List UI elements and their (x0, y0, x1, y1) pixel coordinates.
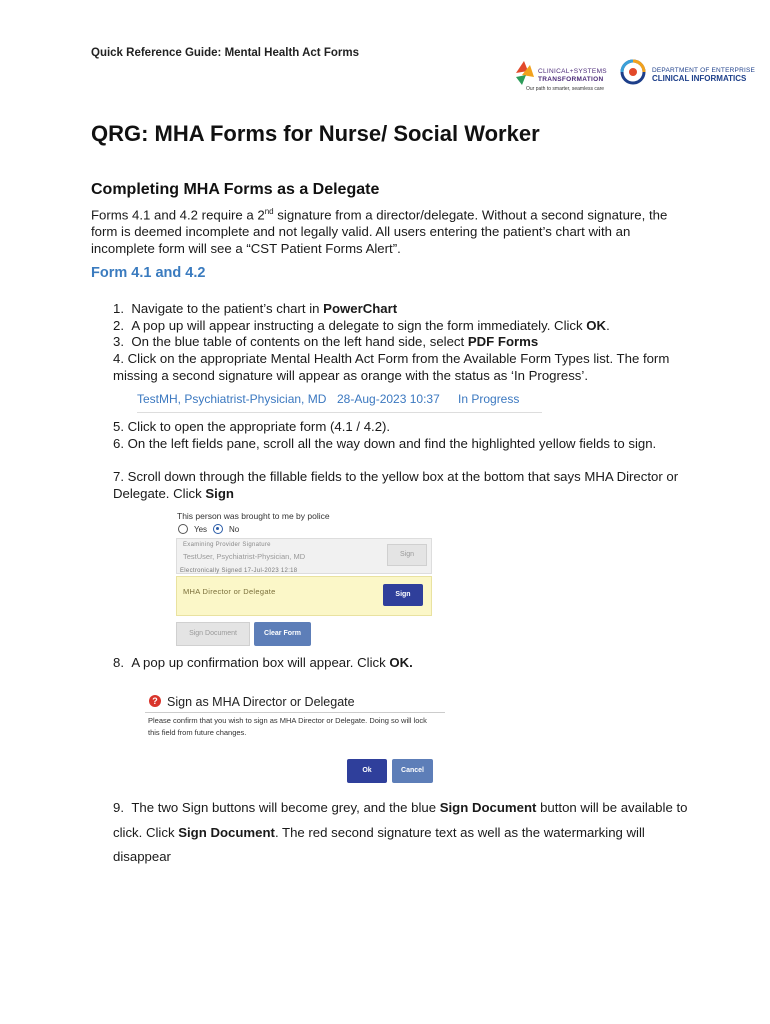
dialog-title: Sign as MHA Director or Delegate (167, 695, 355, 709)
radio-no-label: No (229, 525, 240, 534)
status-badge: In Progress (458, 392, 520, 406)
step-4: 4. Click on the appropriate Mental Health Act Form from the Available Form Types list. The form missing a second signature will appear as orange with the status as ‘In Progress’. (113, 351, 670, 383)
dci-logo-line2: CLINICAL INFORMATICS (652, 74, 747, 83)
examining-sign-button[interactable]: Sign (387, 544, 427, 566)
question-icon: ? (149, 695, 161, 707)
list-item: 1. Navigate to the patient’s chart in PowerChart (113, 301, 398, 316)
radio-yes[interactable] (178, 524, 188, 534)
dialog-message: Please confirm that you wish to sign as MHA Director or Delegate. Doing so will lock this field from future changes. (148, 716, 427, 737)
dci-logo-ring-icon (620, 59, 646, 85)
mha-director-caption: MHA Director or Delegate (183, 587, 276, 596)
status-date: 28-Aug-2023 10:37 (337, 392, 440, 406)
mha-sign-button[interactable]: Sign (383, 584, 423, 606)
dci-logo (620, 58, 756, 92)
list-item: 3. On the blue table of contents on the left hand side, select PDF Forms (113, 334, 539, 349)
page-title: QRG: MHA Forms for Nurse/ Social Worker (91, 121, 540, 146)
step-7: 7. Scroll down through the fillable fields to the yellow box at the bottom that says MHA Director or Delegate. Click Sign (113, 469, 679, 501)
confirm-dialog (145, 693, 445, 785)
steps-list (113, 301, 703, 351)
form-screenshot (172, 508, 434, 650)
step-5: 5. Click to open the appropriate form (4.1 / 4.2). (113, 419, 391, 434)
section-heading: Completing MHA Forms as a Delegate (91, 181, 380, 198)
cst-logo (514, 57, 606, 93)
ok-button[interactable]: Ok (347, 759, 387, 783)
list-item: 2. A pop up will appear instructing a delegate to sign the form immediately. Click OK. (113, 317, 610, 333)
police-question: This person was brought to me by police (177, 511, 330, 521)
cancel-button[interactable]: Cancel (392, 759, 433, 783)
status-patient-name: TestMH, Psychiatrist-Physician, MD (137, 392, 327, 406)
cst-logo-tagline: Our path to smarter, seamless care (526, 86, 605, 92)
step-9: 9. The two Sign buttons will become grey, and the blue Sign Document button will be available to click. Click Sign Document. The red second signature text as well as the watermarking will disappear (113, 800, 688, 864)
step-8: 8. A pop up confirmation box will appear. Click OK. (113, 655, 413, 670)
examining-caption: Examining Provider Signature (183, 542, 271, 548)
form-status-row (137, 390, 542, 413)
cst-logo-line1: CLINICAL+SYSTEMS (538, 68, 607, 75)
intro-paragraph: Forms 4.1 and 4.2 require a 2nd signature from a director/delegate. Without a second signature, the form is deemed incomplete and not legally valid. All users entering the patient’s chart with an incomplete form will see a “CST Patient Forms Alert”. (91, 207, 668, 257)
clear-form-button[interactable]: Clear Form (254, 622, 311, 646)
form-subheading: Form 4.1 and 4.2 (91, 265, 206, 281)
mha-director-field (176, 576, 432, 616)
radio-yes-label: Yes (194, 525, 208, 534)
cst-logo-line2: TRANSFORMATION (538, 76, 604, 83)
examining-value: TestUser, Psychiatrist-Physician, MD (183, 552, 306, 561)
radio-no[interactable] (213, 524, 223, 534)
dialog-divider (145, 712, 445, 713)
electronically-signed-text: Electronically Signed 17-Jul-2023 12:18 (180, 568, 298, 574)
guide-title: Quick Reference Guide: Mental Health Act Forms (91, 47, 359, 59)
sign-document-button[interactable]: Sign Document (176, 622, 250, 646)
dci-logo-line1: DEPARTMENT OF ENTERPRISE (652, 67, 756, 74)
cst-logo-mark-icon (514, 59, 536, 85)
step-6: 6. On the left fields pane, scroll all the way down and find the highlighted yellow fields to sign. (113, 436, 657, 451)
